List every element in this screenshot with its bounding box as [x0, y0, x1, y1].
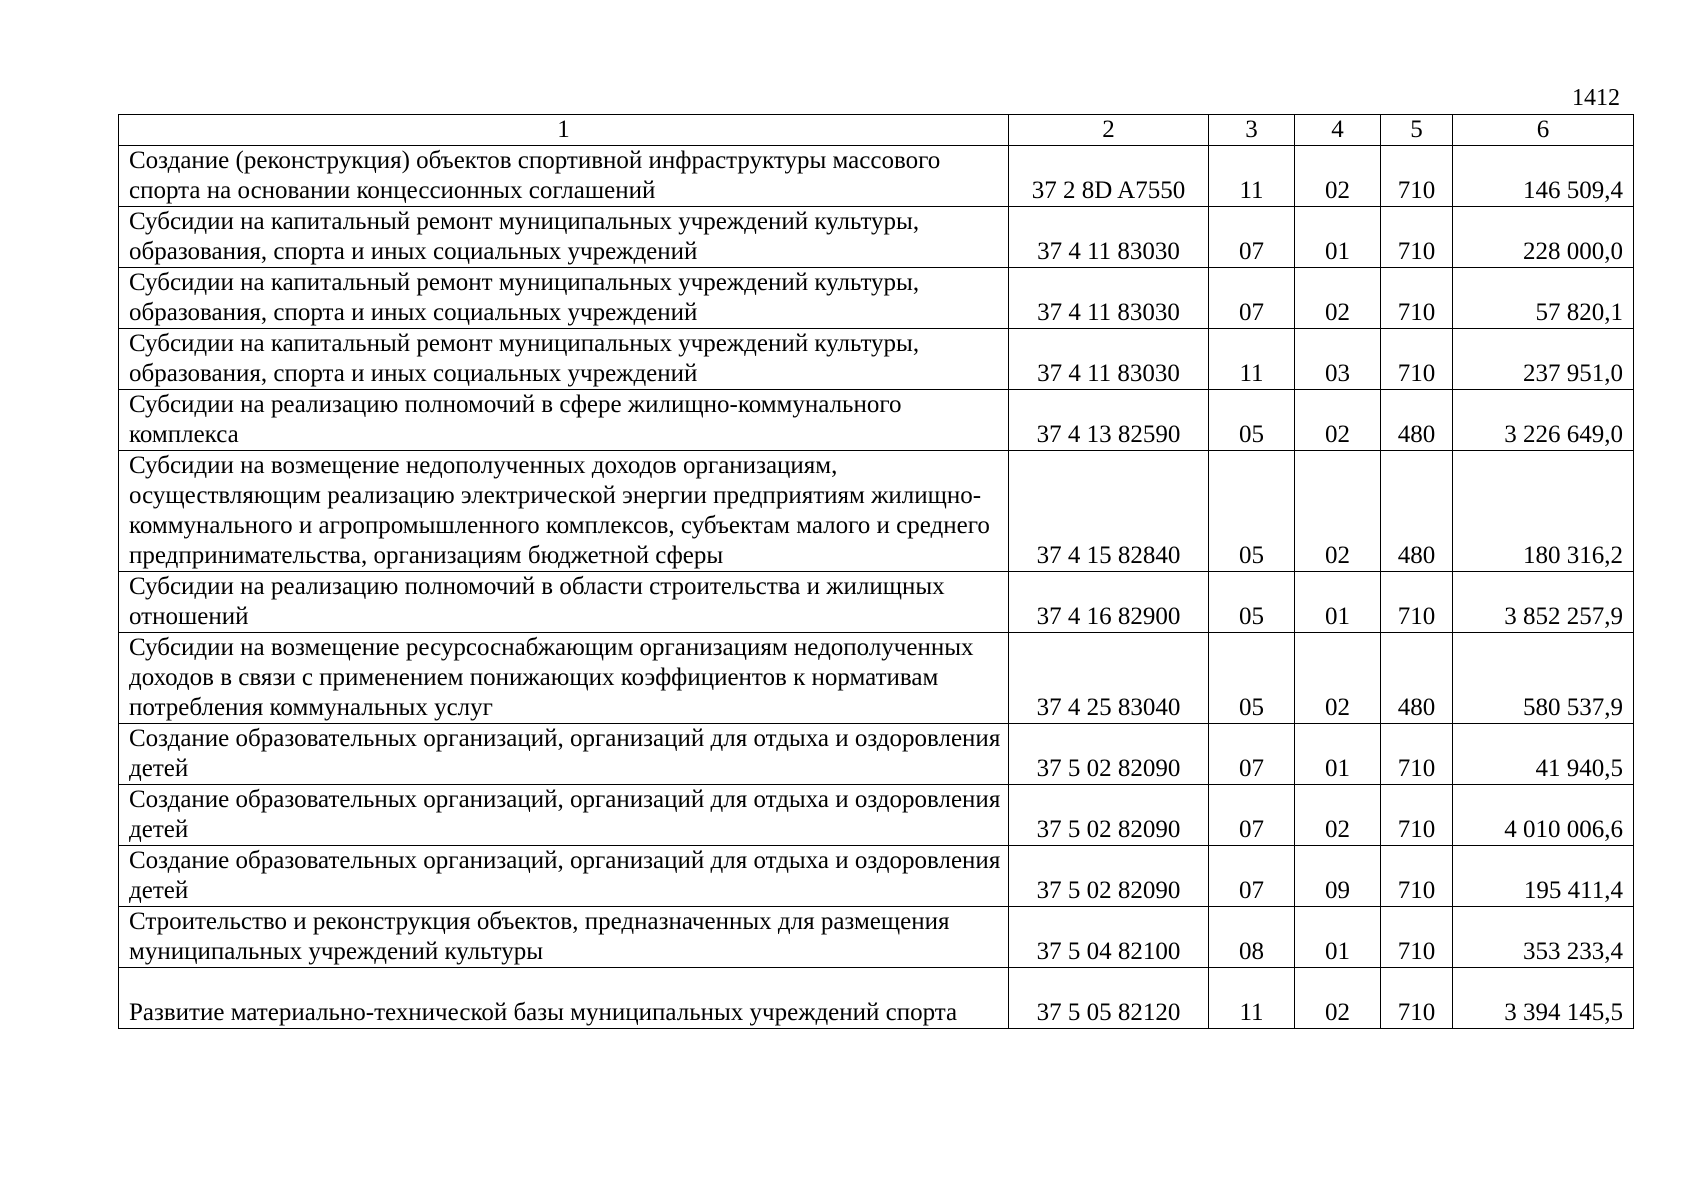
row-code: 37 5 04 82100 [1009, 907, 1209, 968]
table-row [119, 572, 1634, 633]
row-amount: 3 226 649,0 [1453, 390, 1634, 451]
row-subsection: 01 [1295, 724, 1381, 785]
row-subsection: 02 [1295, 268, 1381, 329]
row-type: 710 [1381, 724, 1453, 785]
row-amount: 228 000,0 [1453, 207, 1634, 268]
row-type: 710 [1381, 146, 1453, 207]
row-subsection: 02 [1295, 390, 1381, 451]
row-subsection: 02 [1295, 968, 1381, 1029]
row-subsection: 01 [1295, 207, 1381, 268]
column-header-2: 2 [1009, 115, 1209, 146]
row-section: 07 [1209, 724, 1295, 785]
row-section: 05 [1209, 633, 1295, 724]
row-description: Развитие материально-технической базы муниципальных учреждений спорта [119, 968, 1009, 1029]
row-description: Создание образовательных организаций, организаций для отдыха и оздоровления детей [119, 785, 1009, 846]
row-subsection: 09 [1295, 846, 1381, 907]
row-subsection: 03 [1295, 329, 1381, 390]
table-row [119, 451, 1634, 572]
row-section: 05 [1209, 572, 1295, 633]
row-description: Строительство и реконструкция объектов, предназначенных для размещения муниципальных учреждений культуры [119, 907, 1009, 968]
header-row [119, 115, 1634, 146]
table-row [119, 207, 1634, 268]
row-subsection: 02 [1295, 146, 1381, 207]
row-amount: 195 411,4 [1453, 846, 1634, 907]
row-amount: 580 537,9 [1453, 633, 1634, 724]
row-section: 11 [1209, 968, 1295, 1029]
row-description: Создание (реконструкция) объектов спортивной инфраструктуры массового спорта на основании концессионных соглашений [119, 146, 1009, 207]
table-row [119, 268, 1634, 329]
column-header-4: 4 [1295, 115, 1381, 146]
row-type: 710 [1381, 572, 1453, 633]
row-code: 37 4 11 83030 [1009, 207, 1209, 268]
row-code: 37 5 02 82090 [1009, 846, 1209, 907]
table-row [119, 907, 1634, 968]
row-description: Субсидии на возмещение ресурсоснабжающим организациям недополученных доходов в связи с применением понижающих коэффициентов к нормативам потребления коммунальных услуг [119, 633, 1009, 724]
row-description: Субсидии на реализацию полномочий в области строительства и жилищных отношений [119, 572, 1009, 633]
row-type: 480 [1381, 390, 1453, 451]
row-section: 05 [1209, 390, 1295, 451]
row-code: 37 4 15 82840 [1009, 451, 1209, 572]
budget-table [118, 114, 1634, 1029]
row-amount: 180 316,2 [1453, 451, 1634, 572]
row-description: Субсидии на капитальный ремонт муниципальных учреждений культуры, образования, спорта и иных социальных учреждений [119, 329, 1009, 390]
row-section: 07 [1209, 268, 1295, 329]
row-type: 480 [1381, 451, 1453, 572]
column-header-6: 6 [1453, 115, 1634, 146]
row-amount: 4 010 006,6 [1453, 785, 1634, 846]
row-amount: 3 852 257,9 [1453, 572, 1634, 633]
row-subsection: 02 [1295, 785, 1381, 846]
column-header-3: 3 [1209, 115, 1295, 146]
table-row [119, 846, 1634, 907]
row-subsection: 02 [1295, 633, 1381, 724]
row-code: 37 5 02 82090 [1009, 785, 1209, 846]
table-row [119, 724, 1634, 785]
row-amount: 3 394 145,5 [1453, 968, 1634, 1029]
table-row [119, 968, 1634, 1029]
row-description: Субсидии на реализацию полномочий в сфере жилищно-коммунального комплекса [119, 390, 1009, 451]
row-description: Субсидии на капитальный ремонт муниципальных учреждений культуры, образования, спорта и иных социальных учреждений [119, 268, 1009, 329]
row-amount: 57 820,1 [1453, 268, 1634, 329]
row-description: Создание образовательных организаций, организаций для отдыха и оздоровления детей [119, 846, 1009, 907]
row-type: 710 [1381, 268, 1453, 329]
row-type: 710 [1381, 785, 1453, 846]
row-code: 37 2 8D A7550 [1009, 146, 1209, 207]
row-code: 37 5 02 82090 [1009, 724, 1209, 785]
row-section: 07 [1209, 207, 1295, 268]
table-row [119, 146, 1634, 207]
row-amount: 237 951,0 [1453, 329, 1634, 390]
row-section: 11 [1209, 329, 1295, 390]
row-code: 37 4 16 82900 [1009, 572, 1209, 633]
row-section: 11 [1209, 146, 1295, 207]
row-code: 37 4 13 82590 [1009, 390, 1209, 451]
row-description: Субсидии на возмещение недополученных доходов организациям, осуществляющим реализацию электрической энергии предприятиям жилищно-коммунального и агропромышленного комплексов, субъектам малого и среднего предпринимательства, организациям бюджетной сферы [119, 451, 1009, 572]
row-subsection: 01 [1295, 572, 1381, 633]
row-amount: 146 509,4 [1453, 146, 1634, 207]
row-amount: 353 233,4 [1453, 907, 1634, 968]
row-type: 710 [1381, 329, 1453, 390]
row-type: 480 [1381, 633, 1453, 724]
table-row [119, 785, 1634, 846]
row-amount: 41 940,5 [1453, 724, 1634, 785]
row-description: Создание образовательных организаций, организаций для отдыха и оздоровления детей [119, 724, 1009, 785]
row-section: 07 [1209, 846, 1295, 907]
row-code: 37 5 05 82120 [1009, 968, 1209, 1029]
table-row [119, 390, 1634, 451]
row-subsection: 01 [1295, 907, 1381, 968]
column-header-5: 5 [1381, 115, 1453, 146]
row-section: 08 [1209, 907, 1295, 968]
row-code: 37 4 11 83030 [1009, 329, 1209, 390]
table-row [119, 633, 1634, 724]
row-section: 07 [1209, 785, 1295, 846]
page-number: 1412 [1572, 85, 1620, 111]
row-section: 05 [1209, 451, 1295, 572]
row-subsection: 02 [1295, 451, 1381, 572]
column-header-1: 1 [119, 115, 1009, 146]
row-type: 710 [1381, 968, 1453, 1029]
row-code: 37 4 25 83040 [1009, 633, 1209, 724]
row-type: 710 [1381, 207, 1453, 268]
row-type: 710 [1381, 846, 1453, 907]
row-code: 37 4 11 83030 [1009, 268, 1209, 329]
table-row [119, 329, 1634, 390]
row-description: Субсидии на капитальный ремонт муниципальных учреждений культуры, образования, спорта и иных социальных учреждений [119, 207, 1009, 268]
row-type: 710 [1381, 907, 1453, 968]
